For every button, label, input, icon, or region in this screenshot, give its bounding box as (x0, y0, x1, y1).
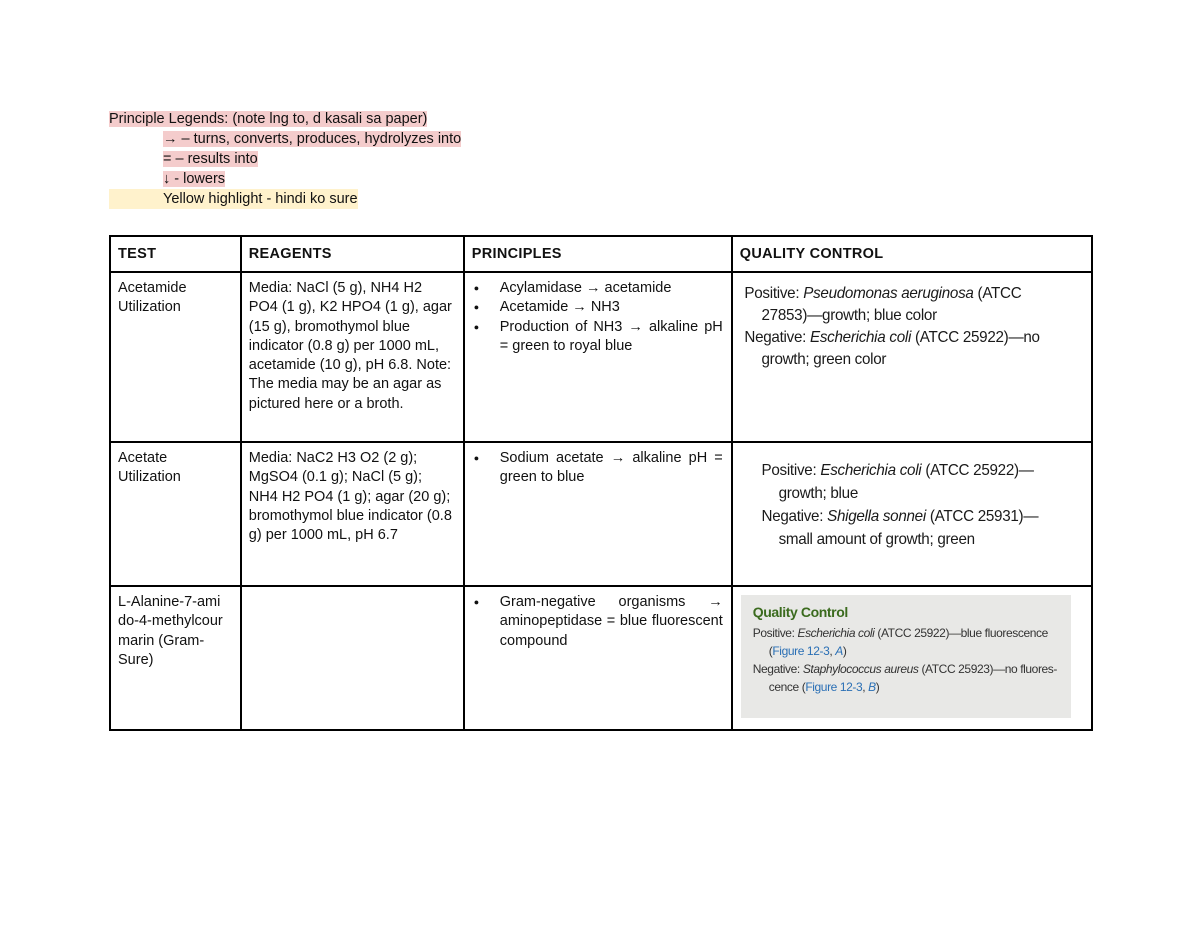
qc-text: (ATCC 25922)—blue fluorescence (877, 626, 1048, 640)
header-principles: PRINCIPLES (464, 236, 732, 272)
table-row (110, 586, 1092, 730)
cell-quality-control (732, 442, 1092, 586)
legend-item (163, 149, 461, 169)
header-reagents: REAGENTS (241, 236, 464, 272)
qc-negative-label: Negative: (752, 662, 800, 676)
qc-text: ) (875, 680, 880, 694)
legend-item-text: = – results into (163, 151, 258, 167)
table-header-row (110, 236, 1092, 272)
principle-item: ● Acetamide → NH3 (500, 298, 723, 317)
qc-negative-organism: Escherichia coli (809, 329, 911, 346)
qc-negative-organism: Shigella sonnei (826, 508, 926, 525)
qc-negative-organism: Staphylococcus aureus (802, 662, 919, 676)
qc-image-text (733, 443, 1073, 551)
figure-ref-link[interactable]: Figure 12-3 (805, 680, 863, 694)
cell-reagents (241, 586, 464, 730)
figure-ref-letter: A (835, 644, 843, 658)
principle-item: ● Sodium acetate → alkaline pH = green to blue (500, 449, 723, 488)
qc-text: ) (842, 644, 847, 658)
qc-positive-organism: Escherichia coli (820, 462, 922, 479)
qc-text (753, 642, 1059, 660)
qc-text: growth; green color (761, 351, 886, 368)
qc-image (741, 595, 1071, 718)
principle-item: ● Acylamidase → acetamide (500, 279, 723, 298)
qc-text: (ATCC (977, 285, 1022, 302)
qc-text: 27853)—growth; blue color (761, 307, 937, 324)
qc-text: (ATCC 25922)—no (914, 329, 1040, 346)
qc-text: (ATCC 25923)—no fluores- (921, 662, 1058, 676)
tests-table (109, 235, 1093, 731)
legend-title-line (109, 109, 461, 129)
qc-negative-label: Negative: (744, 329, 806, 346)
figure-ref-letter: B (868, 680, 876, 694)
qc-text (753, 678, 1059, 696)
principle-item: ● Production of NH3 → alkaline pH = green to royal blue (500, 318, 723, 357)
qc-text: , (829, 644, 836, 658)
cell-quality-control (732, 272, 1092, 442)
header-quality-control: QUALITY CONTROL (732, 236, 1092, 272)
qc-text: (ATCC 25922)— (925, 462, 1034, 479)
legend-item (163, 129, 461, 149)
legend-item (163, 169, 461, 189)
qc-positive-label: Positive: (744, 285, 800, 302)
qc-positive-label: Positive: (761, 462, 817, 479)
qc-text: cence ( (768, 680, 806, 694)
cell-principles (464, 442, 732, 586)
cell-test: Acetamide Utilization (110, 272, 241, 442)
table-row (110, 442, 1092, 586)
cell-test: L-Alanine-7-ami do-4-methylcour marin (Gram-Sure) (110, 586, 241, 730)
qc-text: small amount of growth; green (778, 531, 975, 548)
cell-quality-control (732, 586, 1092, 730)
qc-positive-organism: Pseudomonas aeruginosa (803, 285, 974, 302)
legend-yellow-note: Yellow highlight - hindi ko sure (109, 189, 358, 209)
qc-title: Quality Control (752, 604, 848, 620)
qc-text: growth; blue (778, 485, 858, 502)
cell-reagents: Media: NaC2 H3 O2 (2 g); MgSO4 (0.1 g); NaCl (5 g); NH4 H2 PO4 (1 g); agar (20 g); bromothymol blue indicator (0.8 g) per 1000 mL, pH 6.7 (241, 442, 464, 586)
legend-block (109, 109, 461, 209)
qc-positive-organism: Escherichia coli (797, 626, 875, 640)
cell-test: Acetate Utilization (110, 442, 241, 586)
principle-item: ● Gram-negative organisms → aminopeptidase = blue fluorescent compound (500, 593, 723, 651)
qc-negative-label: Negative: (761, 508, 823, 525)
cell-reagents: Media: NaCl (5 g), NH4 H2 PO4 (1 g), K2 HPO4 (1 g), agar (15 g), bromothymol blue indicator (0.8 g) per 1000 mL, acetamide (10 g), pH 6.8. Note: The media may be an agar as pictured here or a broth. (241, 272, 464, 442)
legend-item-text: ↓ - lowers (163, 171, 226, 187)
legend-yellow-line (109, 189, 461, 209)
cell-principles (464, 272, 732, 442)
table-row (110, 272, 1092, 442)
legend-title: Principle Legends: (note lng to, d kasali sa paper) (109, 111, 428, 127)
qc-text: ( (768, 644, 773, 658)
qc-positive-label: Positive: (752, 626, 795, 640)
legend-item-text: → – turns, converts, produces, hydrolyzes into (163, 131, 462, 147)
qc-text: , (862, 680, 869, 694)
figure-ref-link[interactable]: Figure 12-3 (772, 644, 830, 658)
qc-text: (ATCC 25931)— (929, 508, 1039, 525)
header-test: TEST (110, 236, 241, 272)
qc-image-text (733, 273, 1073, 371)
cell-principles (464, 586, 732, 730)
